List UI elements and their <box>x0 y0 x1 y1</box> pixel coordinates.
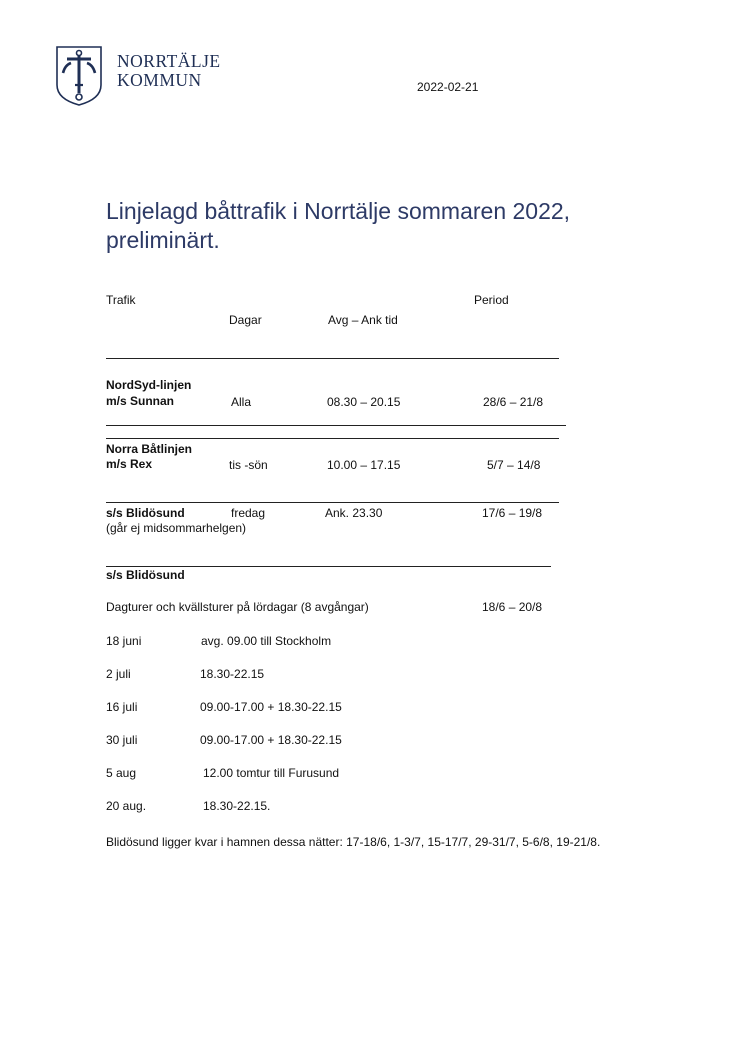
divider <box>106 438 559 439</box>
column-header-period: Period <box>474 293 509 307</box>
trip-desc: 09.00-17.00 + 18.30-22.15 <box>200 733 342 747</box>
row-1-tid: 08.30 – 20.15 <box>327 395 401 409</box>
anchor-logo-icon <box>55 45 103 107</box>
row-3-name-line1: s/s Blidösund <box>106 506 185 520</box>
trip-date: 5 aug <box>106 766 137 780</box>
trip-desc: 09.00-17.00 + 18.30-22.15 <box>200 700 342 714</box>
row-2-dagar: tis -sön <box>229 458 268 472</box>
column-header-tid: Avg – Ank tid <box>328 313 398 327</box>
trip-desc: 18.30-22.15. <box>203 799 271 813</box>
harbor-note: Blidösund ligger kvar i hamnen dessa nätter: 17-18/6, 1-3/7, 15-17/7, 29-31/7, 5-6/8, 19-21/8. <box>106 835 601 849</box>
divider <box>106 502 559 503</box>
row-3-tid: Ank. 23.30 <box>325 506 383 520</box>
divider <box>106 425 566 426</box>
trip-date: 18 juni <box>106 634 142 648</box>
divider <box>106 358 559 359</box>
column-header-dagar: Dagar <box>229 313 262 327</box>
row-3-name-line2: (går ej midsommarhelgen) <box>106 521 247 535</box>
trip-desc: 18.30-22.15 <box>200 667 265 681</box>
row-1-dagar: Alla <box>231 395 252 409</box>
trip-desc: avg. 09.00 till Stockholm <box>201 634 332 648</box>
trip-date: 16 juli <box>106 700 138 714</box>
row-3-dagar: fredag <box>231 506 266 520</box>
logo-line-2: KOMMUN <box>117 70 202 90</box>
column-header-trafik: Trafik <box>106 293 136 307</box>
section-heading: s/s Blidösund <box>106 568 185 582</box>
logo-wordmark <box>117 52 221 90</box>
row-1-name-line2: m/s Sunnan <box>106 394 175 408</box>
row-2-name-line2: m/s Rex <box>106 457 153 471</box>
row-3-period: 17/6 – 19/8 <box>482 506 543 520</box>
trip-date: 2 juli <box>106 667 131 681</box>
row-2-tid: 10.00 – 17.15 <box>327 458 401 472</box>
section-intro-period: 18/6 – 20/8 <box>482 600 543 614</box>
row-2-name-line1: Norra Båtlinjen <box>106 442 193 456</box>
document-date: 2022-02-21 <box>417 80 479 94</box>
trip-date: 30 juli <box>106 733 138 747</box>
divider <box>106 566 551 567</box>
row-2-period: 5/7 – 14/8 <box>487 458 541 472</box>
row-1-name-line1: NordSyd-linjen <box>106 378 192 392</box>
page-title: Linjelagd båttrafik i Norrtälje sommaren 2022, preliminärt. <box>106 198 571 253</box>
row-1-period: 28/6 – 21/8 <box>483 395 544 409</box>
trip-date: 20 aug. <box>106 799 147 813</box>
trip-desc: 12.00 tomtur till Furusund <box>203 766 340 780</box>
section-intro: Dagturer och kvällsturer på lördagar (8 avgångar) <box>106 600 369 614</box>
logo-line-1: NORRTÄLJE <box>117 51 221 71</box>
